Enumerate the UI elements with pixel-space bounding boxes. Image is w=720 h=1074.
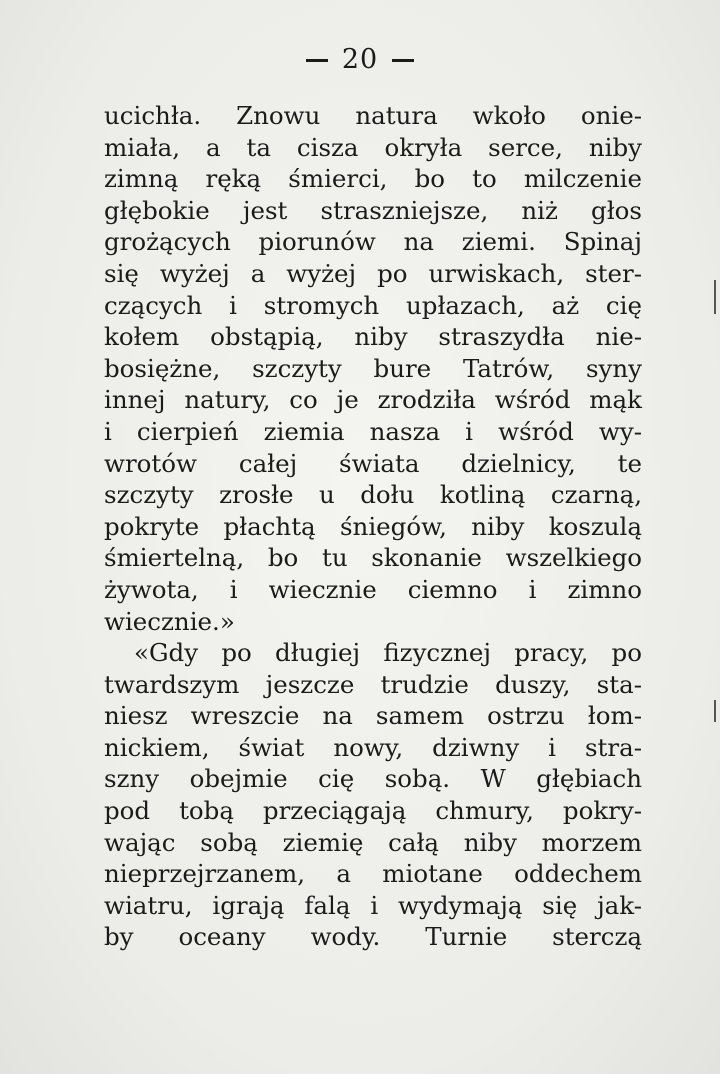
text-line: ucichła. Znowu natura wkoło onie- <box>104 101 642 130</box>
text-line: innej natury, co je zrodziła wśród mąk <box>104 385 642 415</box>
text-line: wiecznie.» <box>104 606 235 636</box>
text-line: grożących piorunów na ziemi. Spinaj <box>104 227 642 257</box>
text-line: wiatru, igrają falą i wydymają się jak- <box>104 890 642 920</box>
text-line: «Gdy po długiej fizycznej pracy, po <box>134 638 642 668</box>
text-line: wrotów całej świata dzielnicy, te <box>104 448 642 478</box>
text-line: się wyżej a wyżej po urwiskach, ster- <box>104 258 642 288</box>
text-line: miała, a ta cisza okryła serce, niby <box>104 132 642 162</box>
text-line: szczyty zrosłe u dołu kotliną czarną, <box>104 480 642 510</box>
text-line: wając sobą ziemię całą niby morzem <box>104 827 642 857</box>
text-line: zimną ręką śmierci, bo to milczenie <box>104 164 642 194</box>
text-line: i cierpień ziemia nasza i wśród wy- <box>104 416 642 446</box>
text-line: bosiężne, szczyty bure Tatrów, syny <box>104 353 642 383</box>
text-line: pokryte płachtą śniegów, niby koszulą <box>104 511 642 541</box>
page-number-dash-left <box>306 59 328 62</box>
text-line: twardszym jeszcze trudzie duszy, sta- <box>104 669 642 699</box>
text-line: pod tobą przeciągają chmury, pokry- <box>104 796 642 826</box>
text-line: nickiem, świat nowy, dziwny i stra- <box>104 732 642 762</box>
page-edge-mark <box>714 700 716 722</box>
text-line: kołem obstąpią, niby straszydła nie- <box>104 322 642 352</box>
text-line: czących i stromych upłazach, aż cię <box>104 290 642 320</box>
text-line: nieprzejrzanem, a miotane oddechem <box>104 859 642 889</box>
page-number <box>0 44 720 75</box>
page-number-dash-right <box>392 59 414 62</box>
text-line: głębokie jest straszniejsze, niż głos <box>104 195 642 225</box>
text-line: żywota, i wiecznie ciemno i zimno <box>104 574 642 604</box>
text-line: niesz wreszcie na samem ostrzu łom- <box>104 701 642 731</box>
body-text <box>104 100 642 953</box>
page-number-value: 20 <box>341 44 379 75</box>
text-line: śmiertelną, bo tu skonanie wszelkiego <box>104 543 642 573</box>
text-line: by oceany wody. Turnie sterczą <box>104 922 642 952</box>
text-line: szny obejmie cię sobą. W głębiach <box>104 764 642 794</box>
page-edge-mark <box>714 280 716 314</box>
